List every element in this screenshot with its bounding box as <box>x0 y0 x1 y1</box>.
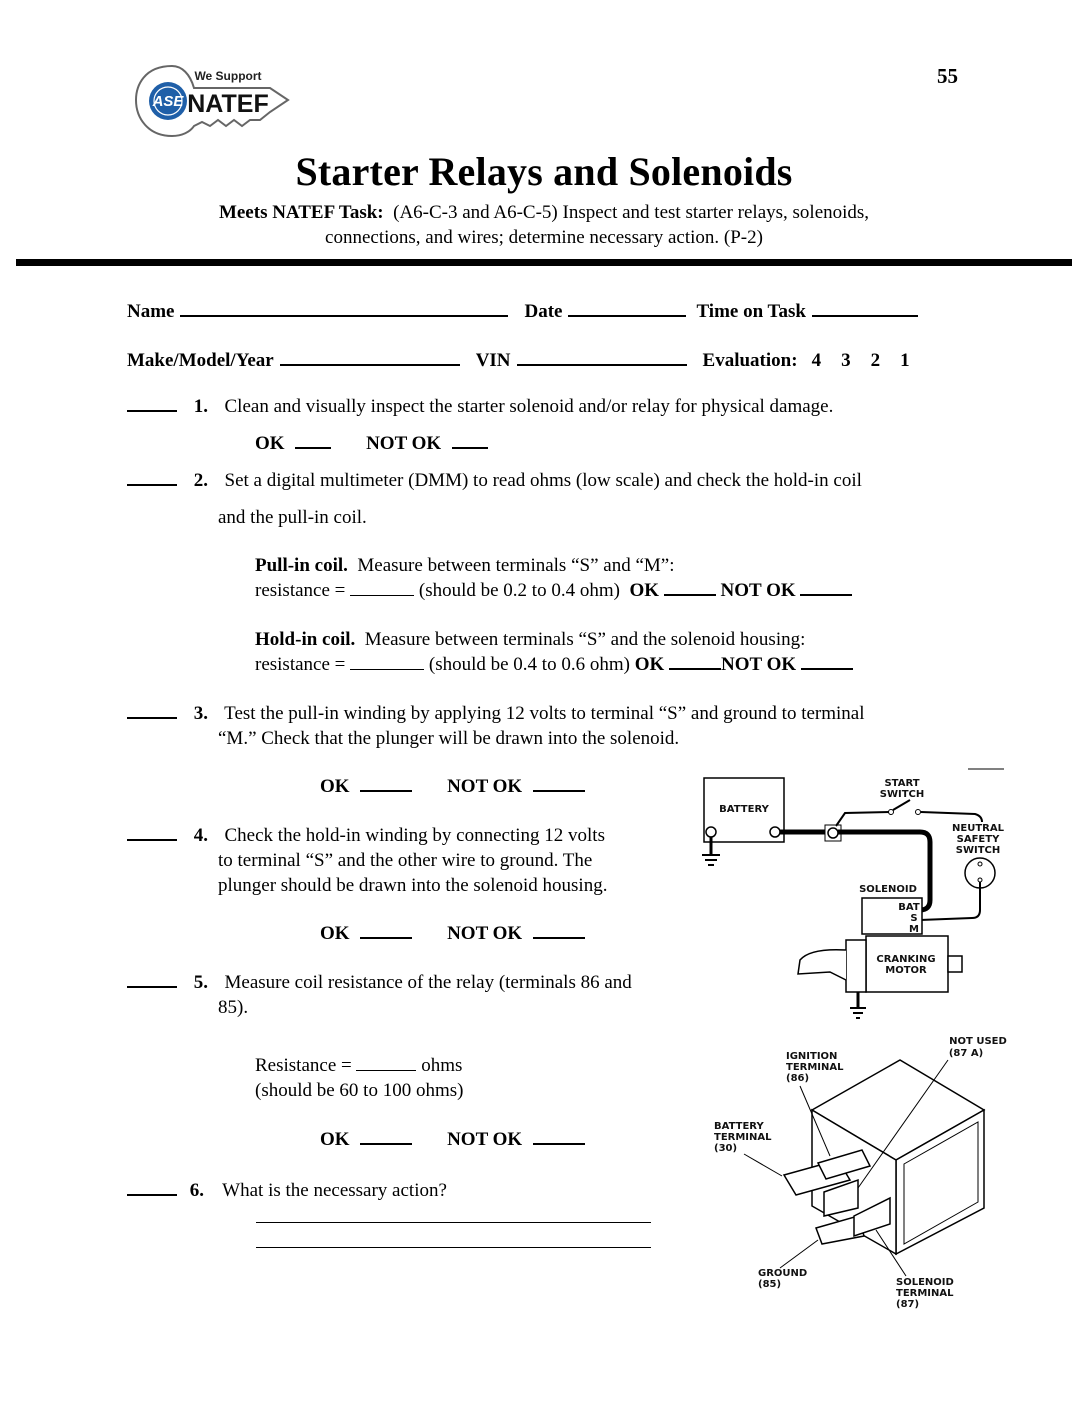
svg-text:MOTOR: MOTOR <box>885 965 927 976</box>
relay-resistance-spec: (should be 60 to 100 ohms) <box>255 1080 464 1101</box>
pull-in-instruction: Measure between terminals “S” and “M”: <box>357 555 675 576</box>
step-3-result <box>320 774 585 798</box>
evaluation-option-1[interactable]: 1 <box>900 350 910 371</box>
svg-text:BAT: BAT <box>898 902 920 913</box>
step-5-ok-field[interactable] <box>360 1127 412 1145</box>
svg-text:SOLENOID: SOLENOID <box>896 1277 954 1288</box>
pull-in-coil-section <box>255 553 852 603</box>
relay-resistance-field[interactable] <box>356 1054 416 1071</box>
step-4-check-field[interactable] <box>127 823 177 841</box>
pull-in-ok-field[interactable] <box>664 578 716 596</box>
relay-resistance-section <box>255 1053 463 1103</box>
ok-label: OK <box>255 433 285 454</box>
not-ok-label: NOT OK <box>447 923 523 944</box>
step-4-number: 4. <box>193 825 208 846</box>
svg-text:NATEF: NATEF <box>187 90 269 118</box>
step-3-text: Test the pull-in winding by applying 12 volts to terminal “S” and ground to terminal <box>224 703 865 724</box>
svg-text:We Support: We Support <box>194 69 262 83</box>
svg-text:BATTERY: BATTERY <box>719 804 769 815</box>
hold-in-label: Hold-in coil. <box>255 629 356 650</box>
hold-in-resistance-label: resistance = <box>255 654 346 675</box>
name-field[interactable] <box>180 297 508 317</box>
task-text: (A6-C-3 and A6-C-5) Inspect and test starter relays, solenoids, <box>393 202 870 223</box>
step-5 <box>127 970 632 995</box>
svg-text:TERMINAL: TERMINAL <box>714 1132 772 1143</box>
hold-in-resistance-field[interactable] <box>350 653 424 670</box>
ok-label: OK <box>629 580 660 601</box>
not-ok-label: NOT OK <box>447 1129 523 1150</box>
step-1-check-field[interactable] <box>127 394 177 412</box>
task-description <box>0 200 1088 250</box>
hold-in-not-ok-field[interactable] <box>801 652 853 670</box>
svg-text:SOLENOID: SOLENOID <box>859 884 917 895</box>
natef-logo <box>132 60 292 142</box>
step-1-ok-field[interactable] <box>295 431 331 449</box>
step-4-ok-field[interactable] <box>360 921 412 939</box>
hold-in-coil-section <box>255 627 853 677</box>
svg-text:GROUND: GROUND <box>758 1268 808 1279</box>
pull-in-resistance-field[interactable] <box>350 579 414 596</box>
hold-in-instruction: Measure between terminals “S” and the solenoid housing: <box>364 629 806 650</box>
svg-text:(87 A): (87 A) <box>948 1048 984 1059</box>
pull-in-label: Pull-in coil. <box>255 555 348 576</box>
ok-label: OK <box>320 923 350 944</box>
step-3-number: 3. <box>193 703 208 724</box>
svg-text:ASE: ASE <box>152 93 184 110</box>
vin-label: VIN <box>475 350 511 371</box>
step-2-text: Set a digital multimeter (DMM) to read ohms (low scale) and check the hold-in coil <box>224 470 862 491</box>
relay-diagram <box>700 1030 1020 1320</box>
not-ok-label: NOT OK <box>721 654 797 675</box>
svg-text:IGNITION: IGNITION <box>786 1051 838 1062</box>
page-title: Starter Relays and Solenoids <box>295 149 793 194</box>
step-2-check-field[interactable] <box>127 468 177 486</box>
step-1-not-ok-field[interactable] <box>452 431 488 449</box>
student-info-row <box>127 297 928 323</box>
page-number: 55 <box>937 64 958 88</box>
date-field[interactable] <box>568 297 686 317</box>
ok-label: OK <box>320 1129 350 1150</box>
evaluation-option-4[interactable]: 4 <box>811 350 822 371</box>
starter-circuit-diagram <box>690 760 1020 1030</box>
time-on-task-label: Time on Task <box>696 301 806 322</box>
svg-text:CRANKING: CRANKING <box>876 954 936 965</box>
pull-in-spec: (should be 0.2 to 0.4 ohm) <box>418 580 620 601</box>
evaluation-option-3[interactable]: 3 <box>841 350 851 371</box>
action-answer-line-1[interactable] <box>256 1222 651 1223</box>
not-ok-label: NOT OK <box>447 776 523 797</box>
vehicle-label: Make/Model/Year <box>127 350 274 371</box>
svg-text:TERMINAL: TERMINAL <box>786 1062 844 1073</box>
step-4-text: Check the hold-in winding by connecting 12 volts <box>224 825 605 846</box>
step-4 <box>127 823 605 848</box>
step-1 <box>127 394 833 419</box>
svg-text:SWITCH: SWITCH <box>955 845 1001 856</box>
step-5-result <box>320 1127 585 1151</box>
step-6-text: What is the necessary action? <box>222 1180 447 1201</box>
step-1-text: Clean and visually inspect the starter solenoid and/or relay for physical damage. <box>224 396 834 417</box>
step-4-result <box>320 921 585 945</box>
step-1-result <box>255 431 488 455</box>
step-5-check-field[interactable] <box>127 970 177 988</box>
ok-label: OK <box>320 776 350 797</box>
svg-text:M: M <box>909 924 919 935</box>
vehicle-info-row <box>127 346 910 372</box>
svg-text:START: START <box>884 778 920 789</box>
svg-text:(30): (30) <box>714 1143 738 1154</box>
vin-field[interactable] <box>517 346 687 366</box>
task-text-line2: connections, and wires; determine necessary action. (P-2) <box>325 227 763 248</box>
step-3-not-ok-field[interactable] <box>533 774 585 792</box>
not-ok-label: NOT OK <box>366 433 442 454</box>
step-6 <box>127 1178 447 1203</box>
step-2-number: 2. <box>193 470 208 491</box>
pull-in-not-ok-field[interactable] <box>800 578 852 596</box>
svg-text:(85): (85) <box>758 1279 782 1290</box>
svg-text:BATTERY: BATTERY <box>714 1121 764 1132</box>
step-5-number: 5. <box>193 972 208 993</box>
name-label: Name <box>127 301 175 322</box>
step-2 <box>127 468 862 493</box>
svg-text:(87): (87) <box>896 1299 920 1310</box>
relay-resistance-unit: ohms <box>421 1055 463 1076</box>
step-4-not-ok-field[interactable] <box>533 921 585 939</box>
not-ok-label: NOT OK <box>720 580 796 601</box>
step-5-text-line2: 85). <box>218 997 249 1018</box>
step-4-text-line3: plunger should be drawn into the solenoid housing. <box>218 875 608 896</box>
svg-text:SAFETY: SAFETY <box>956 834 1000 845</box>
task-label: Meets NATEF Task: <box>218 202 384 223</box>
action-answer-line-2[interactable] <box>256 1247 651 1248</box>
time-on-task-field[interactable] <box>812 297 918 317</box>
step-3-text-line2: “M.” Check that the plunger will be drawn into the solenoid. <box>218 728 680 749</box>
svg-text:TERMINAL: TERMINAL <box>896 1288 954 1299</box>
hold-in-ok-field[interactable] <box>669 652 721 670</box>
evaluation-option-2[interactable]: 2 <box>870 350 881 371</box>
relay-resistance-label: Resistance = <box>255 1055 352 1076</box>
ok-label: OK <box>634 654 665 675</box>
step-5-not-ok-field[interactable] <box>533 1127 585 1145</box>
step-6-check-field[interactable] <box>127 1178 177 1196</box>
step-3-ok-field[interactable] <box>360 774 412 792</box>
step-6-number: 6. <box>189 1180 204 1201</box>
svg-text:SWITCH: SWITCH <box>879 789 925 800</box>
step-3 <box>127 701 865 726</box>
step-4-text-line2: to terminal “S” and the other wire to ground. The <box>218 850 593 871</box>
hold-in-spec: (should be 0.4 to 0.6 ohm) <box>428 654 630 675</box>
key-logo-icon <box>132 60 292 142</box>
step-3-check-field[interactable] <box>127 701 177 719</box>
svg-text:NEUTRAL: NEUTRAL <box>952 823 1004 834</box>
svg-text:(86): (86) <box>786 1073 810 1084</box>
evaluation-label: Evaluation: <box>702 350 798 371</box>
date-label: Date <box>524 301 563 322</box>
pull-in-resistance-label: resistance = <box>255 580 346 601</box>
header-divider <box>16 259 1072 266</box>
svg-text:S: S <box>910 913 918 924</box>
svg-text:NOT USED: NOT USED <box>949 1036 1007 1047</box>
step-2-text-line2: and the pull-in coil. <box>218 507 367 528</box>
step-1-number: 1. <box>193 396 208 417</box>
step-5-text: Measure coil resistance of the relay (terminals 86 and <box>224 972 632 993</box>
vehicle-field[interactable] <box>280 346 460 366</box>
